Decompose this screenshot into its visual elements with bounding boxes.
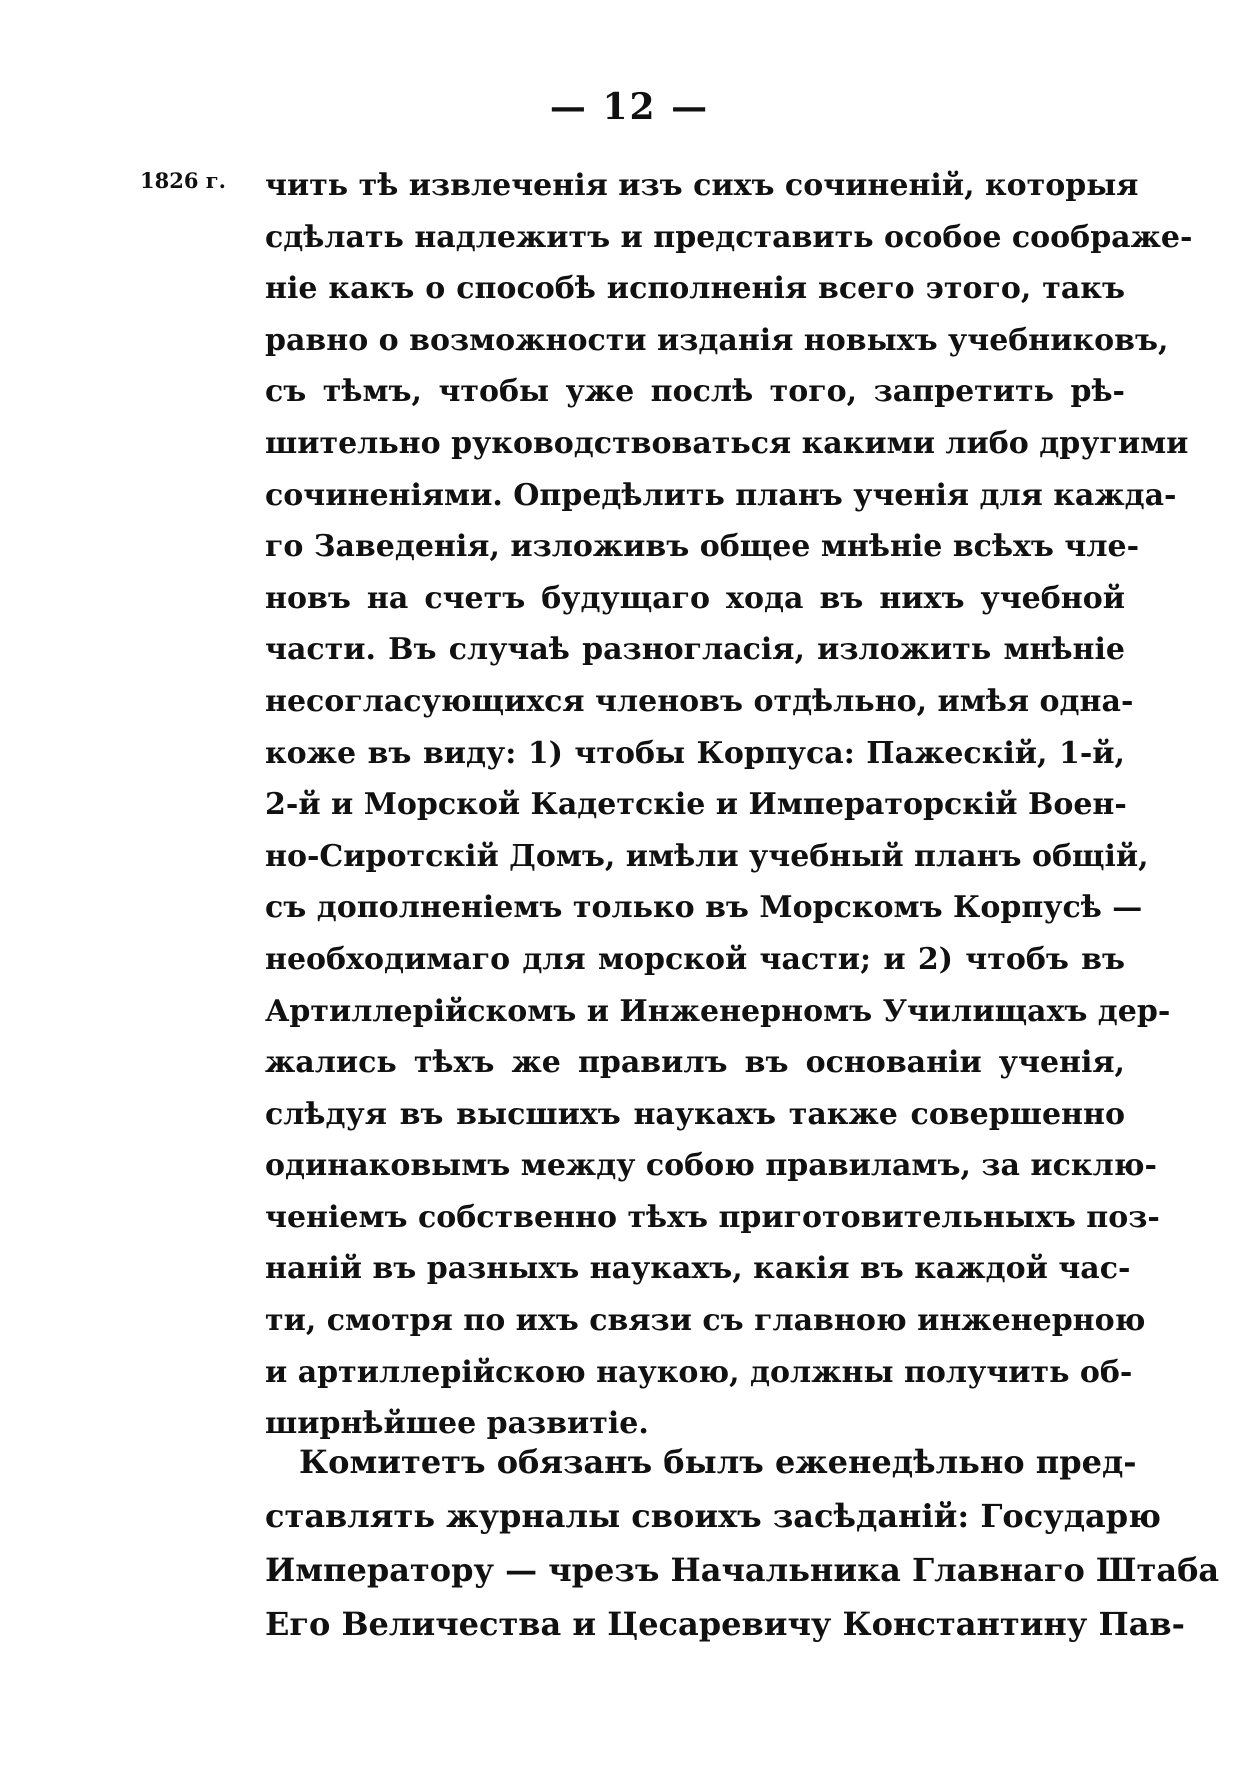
text-line: ти, смотря по ихъ связи съ главною инженерною (265, 1303, 1146, 1339)
text-line: необходимаго для морской части; и 2) чтобъ въ (265, 941, 1125, 977)
text-line: но-Сиротскій Домъ, имѣли учебный планъ общій, (265, 838, 1149, 874)
text-line: шительно руководствоваться какими либо другими (265, 425, 1189, 461)
text-line: слѣдуя въ высшихъ наукахъ также совершенно (265, 1096, 1125, 1132)
paragraph-2 (265, 1435, 1220, 1651)
text-line: Артиллерійскомъ и Инженерномъ Училищахъ дер- (265, 993, 1171, 1029)
text-line: ченіемъ собственно тѣхъ приготовительныхъ поз- (265, 1199, 1160, 1235)
text-line: коже въ виду: 1) чтобы Корпуса: Пажескій, 1-й, (265, 735, 1125, 771)
text-line: Императору — чрезъ Начальника Главнаго Штаба (265, 1551, 1220, 1589)
margin-year-note: 1826 г. (140, 168, 226, 193)
text-line: ніе какъ о способѣ исполненія всего этого, такъ (265, 271, 1125, 307)
text-line: 2-й и Морской Кадетскіе и Императорскій Воен- (265, 787, 1127, 823)
text-line: одинаковымъ между собою правиламъ, за исклю- (265, 1148, 1157, 1184)
text-line: ширнѣйшее развитіе. (265, 1406, 649, 1442)
text-line: равно о возможности изданія новыхъ учебниковъ, (265, 322, 1169, 358)
text-line: Комитетъ обязанъ былъ еженедѣльно пред- (299, 1443, 1137, 1481)
paragraph-1 (265, 160, 1193, 1450)
text-line: части. Въ случаѣ разногласія, изложить мнѣніе (265, 632, 1125, 668)
text-line: съ тѣмъ, чтобы уже послѣ того, запретить рѣ- (265, 374, 1125, 410)
text-line: съ дополненіемъ только въ Морскомъ Корпусѣ — (265, 890, 1143, 926)
text-line: чить тѣ извлеченія изъ сихъ сочиненій, которыя (265, 168, 1139, 203)
text-line: сочиненіями. Опредѣлить планъ ученія для кажда- (265, 477, 1177, 513)
text-line: ставлять журналы своихъ засѣданій: Государю (265, 1497, 1161, 1535)
text-line: сдѣлать надлежитъ и представить особое соображе- (265, 219, 1193, 255)
text-line: несогласующихся членовъ отдѣльно, имѣя одна- (265, 683, 1134, 719)
text-line: наній въ разныхъ наукахъ, какія въ каждой час- (265, 1251, 1131, 1287)
text-line: го Заведенія, изложивъ общее мнѣніе всѣхъ чле- (265, 529, 1140, 565)
page-number: — 12 — (549, 86, 710, 128)
text-line: новъ на счетъ будущаго хода въ нихъ учебной (265, 580, 1125, 616)
text-line: Его Величества и Цесаревичу Константину Пав- (265, 1605, 1185, 1643)
text-line: и артиллерійскою наукою, должны получить об- (265, 1354, 1133, 1390)
text-line: жались тѣхъ же правилъ въ основаніи ученія, (265, 1045, 1125, 1081)
